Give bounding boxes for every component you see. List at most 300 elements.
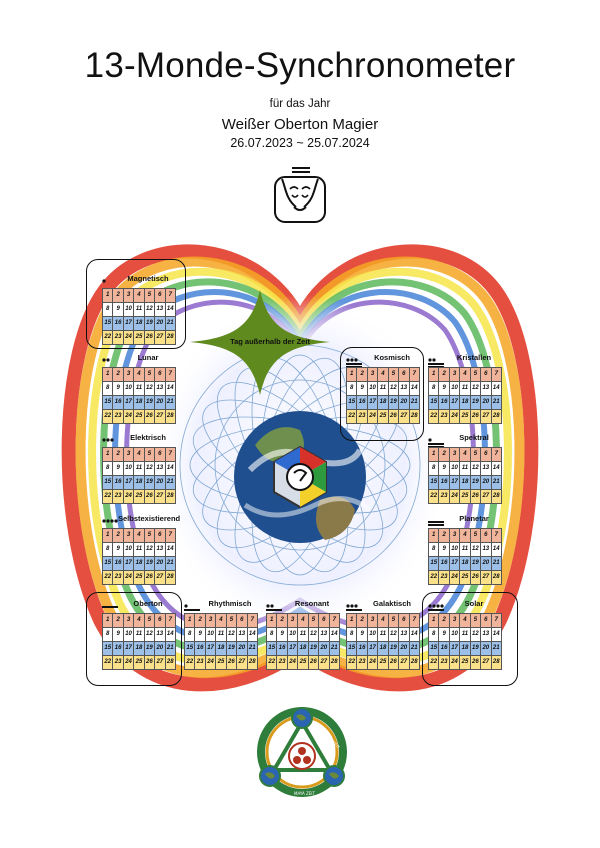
month-name: Elektrisch bbox=[130, 433, 166, 442]
week-row bbox=[103, 543, 176, 557]
day-cell: 10 bbox=[287, 628, 297, 642]
day-cell: 13 bbox=[237, 628, 247, 642]
day-cell: 2 bbox=[439, 368, 449, 382]
month-header bbox=[346, 352, 422, 366]
day-cell: 12 bbox=[144, 628, 154, 642]
day-cell: 21 bbox=[409, 396, 419, 410]
day-cell: 1 bbox=[103, 614, 113, 628]
day-cell: 11 bbox=[378, 628, 388, 642]
day-cell: 13 bbox=[481, 382, 491, 396]
day-cell: 23 bbox=[439, 490, 449, 504]
week-row bbox=[103, 289, 176, 303]
day-cell: 20 bbox=[155, 642, 165, 656]
day-cell: 18 bbox=[460, 557, 470, 571]
day-cell: 7 bbox=[165, 289, 175, 303]
day-cell: 16 bbox=[195, 642, 205, 656]
day-cell: 6 bbox=[155, 614, 165, 628]
month-day-grid bbox=[184, 613, 258, 670]
week-row bbox=[429, 628, 502, 642]
day-cell: 24 bbox=[449, 410, 459, 424]
day-cell: 6 bbox=[155, 529, 165, 543]
month-day-grid bbox=[266, 613, 340, 670]
day-cell: 24 bbox=[123, 490, 133, 504]
day-cell: 22 bbox=[429, 571, 439, 585]
day-cell: 14 bbox=[409, 382, 419, 396]
month-name: Resonant bbox=[294, 599, 330, 608]
day-cell: 12 bbox=[470, 462, 480, 476]
day-cell: 2 bbox=[439, 614, 449, 628]
day-cell: 4 bbox=[216, 614, 226, 628]
day-cell: 3 bbox=[123, 529, 133, 543]
day-cell: 4 bbox=[134, 448, 144, 462]
day-cell: 17 bbox=[449, 476, 459, 490]
day-cell: 19 bbox=[388, 642, 398, 656]
week-row bbox=[429, 396, 502, 410]
day-cell: 13 bbox=[155, 462, 165, 476]
day-cell: 14 bbox=[165, 628, 175, 642]
day-cell: 25 bbox=[134, 656, 144, 670]
month-name: Kosmisch bbox=[374, 353, 410, 362]
month-name: Kristallen bbox=[456, 353, 492, 362]
day-cell: 24 bbox=[287, 656, 297, 670]
day-cell: 17 bbox=[449, 396, 459, 410]
day-cell: 24 bbox=[449, 656, 459, 670]
day-cell: 11 bbox=[378, 382, 388, 396]
mayan-number-icon bbox=[266, 601, 282, 609]
month-calendar-planetar bbox=[426, 513, 504, 589]
day-cell: 19 bbox=[470, 642, 480, 656]
day-cell: 11 bbox=[460, 628, 470, 642]
month-day-grid bbox=[102, 447, 176, 504]
day-cell: 21 bbox=[247, 642, 257, 656]
day-cell: 25 bbox=[134, 410, 144, 424]
day-cell: 6 bbox=[399, 614, 409, 628]
logo-text-bottom: MAYA ZEIT bbox=[294, 791, 315, 796]
day-cell: 18 bbox=[460, 476, 470, 490]
day-cell: 18 bbox=[134, 642, 144, 656]
day-cell: 7 bbox=[165, 368, 175, 382]
day-cell: 13 bbox=[155, 303, 165, 317]
month-day-grid bbox=[102, 613, 176, 670]
month-day-grid bbox=[102, 528, 176, 585]
day-cell: 20 bbox=[399, 642, 409, 656]
day-cell: 25 bbox=[460, 656, 470, 670]
day-cell: 10 bbox=[123, 303, 133, 317]
day-cell: 2 bbox=[113, 368, 123, 382]
week-row bbox=[103, 368, 176, 382]
day-cell: 20 bbox=[155, 557, 165, 571]
week-row bbox=[429, 642, 502, 656]
year-name: Weißer Oberton Magier bbox=[221, 116, 379, 133]
day-cell: 26 bbox=[226, 656, 236, 670]
day-cell: 12 bbox=[308, 628, 318, 642]
day-cell: 24 bbox=[123, 331, 133, 345]
day-cell: 22 bbox=[103, 410, 113, 424]
month-calendar-rhythmisch bbox=[182, 598, 260, 674]
day-cell: 14 bbox=[165, 303, 175, 317]
month-header bbox=[102, 598, 178, 612]
week-row bbox=[347, 396, 420, 410]
day-cell: 14 bbox=[165, 462, 175, 476]
day-cell: 13 bbox=[399, 628, 409, 642]
week-row bbox=[347, 628, 420, 642]
month-header bbox=[428, 598, 504, 612]
day-cell: 6 bbox=[481, 368, 491, 382]
day-cell: 16 bbox=[357, 642, 367, 656]
day-cell: 15 bbox=[103, 642, 113, 656]
day-cell: 1 bbox=[103, 448, 113, 462]
month-header bbox=[102, 432, 178, 446]
day-cell: 4 bbox=[134, 614, 144, 628]
day-cell: 2 bbox=[357, 614, 367, 628]
day-cell: 20 bbox=[481, 557, 491, 571]
day-cell: 18 bbox=[378, 396, 388, 410]
day-cell: 20 bbox=[155, 476, 165, 490]
day-cell: 18 bbox=[134, 557, 144, 571]
day-cell: 18 bbox=[134, 396, 144, 410]
day-cell: 13 bbox=[155, 628, 165, 642]
day-cell: 17 bbox=[367, 396, 377, 410]
day-cell: 25 bbox=[460, 571, 470, 585]
week-row bbox=[429, 571, 502, 585]
day-cell: 7 bbox=[409, 614, 419, 628]
day-cell: 23 bbox=[439, 571, 449, 585]
day-cell: 14 bbox=[491, 543, 501, 557]
day-cell: 28 bbox=[329, 656, 339, 670]
day-cell: 25 bbox=[134, 331, 144, 345]
day-cell: 8 bbox=[103, 543, 113, 557]
day-cell: 19 bbox=[226, 642, 236, 656]
day-cell: 17 bbox=[449, 557, 459, 571]
day-cell: 5 bbox=[144, 529, 154, 543]
day-cell: 21 bbox=[165, 642, 175, 656]
day-cell: 16 bbox=[113, 396, 123, 410]
day-cell: 12 bbox=[144, 462, 154, 476]
month-day-grid bbox=[102, 367, 176, 424]
day-cell: 27 bbox=[399, 656, 409, 670]
day-cell: 26 bbox=[470, 656, 480, 670]
day-cell: 14 bbox=[491, 462, 501, 476]
day-cell: 5 bbox=[470, 368, 480, 382]
day-cell: 9 bbox=[439, 543, 449, 557]
week-row bbox=[185, 656, 258, 670]
day-cell: 27 bbox=[319, 656, 329, 670]
day-cell: 5 bbox=[144, 448, 154, 462]
day-cell: 9 bbox=[113, 303, 123, 317]
day-cell: 16 bbox=[439, 476, 449, 490]
day-cell: 7 bbox=[491, 368, 501, 382]
week-row bbox=[103, 656, 176, 670]
day-cell: 1 bbox=[103, 289, 113, 303]
day-cell: 17 bbox=[123, 557, 133, 571]
day-cell: 9 bbox=[439, 628, 449, 642]
day-cell: 9 bbox=[439, 462, 449, 476]
day-cell: 7 bbox=[409, 368, 419, 382]
mayan-number-icon bbox=[102, 516, 118, 524]
day-cell: 4 bbox=[460, 368, 470, 382]
logo-text-top-right: MAYA ZEIT bbox=[322, 731, 341, 750]
mayan-number-icon bbox=[346, 355, 362, 363]
month-calendar-galaktisch bbox=[344, 598, 422, 674]
day-cell: 9 bbox=[113, 462, 123, 476]
week-row bbox=[185, 628, 258, 642]
week-row bbox=[103, 396, 176, 410]
day-cell: 18 bbox=[298, 642, 308, 656]
day-cell: 19 bbox=[470, 396, 480, 410]
day-cell: 4 bbox=[298, 614, 308, 628]
day-cell: 8 bbox=[429, 462, 439, 476]
day-cell: 1 bbox=[429, 368, 439, 382]
day-cell: 27 bbox=[399, 410, 409, 424]
day-cell: 9 bbox=[113, 382, 123, 396]
month-calendar-oberton bbox=[100, 598, 178, 674]
day-cell: 5 bbox=[388, 368, 398, 382]
day-cell: 3 bbox=[449, 448, 459, 462]
day-cell: 9 bbox=[357, 382, 367, 396]
week-row bbox=[429, 476, 502, 490]
mayan-number-icon bbox=[428, 435, 444, 443]
day-cell: 17 bbox=[449, 642, 459, 656]
week-row bbox=[347, 614, 420, 628]
day-cell: 19 bbox=[144, 396, 154, 410]
day-cell: 28 bbox=[247, 656, 257, 670]
day-cell: 8 bbox=[347, 382, 357, 396]
month-day-grid bbox=[102, 288, 176, 345]
day-cell: 10 bbox=[123, 382, 133, 396]
week-row bbox=[103, 557, 176, 571]
day-cell: 22 bbox=[429, 490, 439, 504]
mayan-number-icon bbox=[102, 435, 118, 443]
day-cell: 27 bbox=[481, 490, 491, 504]
year-caption: für das Jahr bbox=[269, 98, 331, 110]
day-cell: 15 bbox=[429, 642, 439, 656]
week-row bbox=[429, 543, 502, 557]
day-cell: 3 bbox=[123, 448, 133, 462]
day-cell: 28 bbox=[165, 656, 175, 670]
day-cell: 6 bbox=[481, 448, 491, 462]
day-cell: 14 bbox=[165, 382, 175, 396]
day-cell: 1 bbox=[429, 448, 439, 462]
week-row bbox=[103, 490, 176, 504]
day-cell: 1 bbox=[267, 614, 277, 628]
day-out-of-time-label: Tag außerhalb der Zeit bbox=[230, 337, 310, 346]
month-header bbox=[102, 352, 178, 366]
day-cell: 28 bbox=[165, 331, 175, 345]
day-cell: 21 bbox=[165, 557, 175, 571]
day-cell: 17 bbox=[123, 317, 133, 331]
week-row bbox=[103, 642, 176, 656]
day-cell: 1 bbox=[103, 529, 113, 543]
day-cell: 6 bbox=[155, 368, 165, 382]
day-cell: 5 bbox=[388, 614, 398, 628]
day-cell: 11 bbox=[460, 543, 470, 557]
day-cell: 18 bbox=[460, 642, 470, 656]
month-name: Planetar bbox=[459, 514, 489, 523]
day-cell: 27 bbox=[155, 571, 165, 585]
day-cell: 4 bbox=[378, 368, 388, 382]
day-cell: 26 bbox=[144, 331, 154, 345]
day-cell: 11 bbox=[134, 628, 144, 642]
day-cell: 7 bbox=[491, 448, 501, 462]
month-day-grid bbox=[428, 447, 502, 504]
month-header bbox=[346, 598, 422, 612]
day-cell: 26 bbox=[470, 490, 480, 504]
day-cell: 15 bbox=[347, 396, 357, 410]
day-cell: 28 bbox=[491, 656, 501, 670]
month-day-grid bbox=[428, 367, 502, 424]
day-cell: 10 bbox=[205, 628, 215, 642]
day-cell: 16 bbox=[439, 557, 449, 571]
day-cell: 22 bbox=[429, 410, 439, 424]
day-cell: 12 bbox=[144, 382, 154, 396]
day-cell: 25 bbox=[378, 410, 388, 424]
month-header bbox=[102, 513, 181, 527]
day-cell: 12 bbox=[470, 382, 480, 396]
day-cell: 4 bbox=[460, 529, 470, 543]
month-calendar-kristallen bbox=[426, 352, 504, 428]
day-cell: 4 bbox=[134, 529, 144, 543]
day-cell: 14 bbox=[491, 628, 501, 642]
day-cell: 2 bbox=[357, 368, 367, 382]
day-cell: 10 bbox=[449, 382, 459, 396]
month-name: Galaktisch bbox=[373, 599, 411, 608]
day-cell: 26 bbox=[388, 410, 398, 424]
day-cell: 21 bbox=[165, 396, 175, 410]
day-cell: 23 bbox=[357, 410, 367, 424]
day-cell: 27 bbox=[155, 656, 165, 670]
week-row bbox=[185, 642, 258, 656]
day-cell: 20 bbox=[155, 396, 165, 410]
day-cell: 16 bbox=[113, 476, 123, 490]
day-cell: 9 bbox=[113, 628, 123, 642]
day-cell: 20 bbox=[481, 642, 491, 656]
month-name: Spektral bbox=[459, 433, 489, 442]
day-cell: 23 bbox=[439, 656, 449, 670]
week-row bbox=[267, 628, 340, 642]
day-cell: 5 bbox=[144, 368, 154, 382]
day-cell: 24 bbox=[449, 571, 459, 585]
day-cell: 26 bbox=[388, 656, 398, 670]
day-cell: 13 bbox=[481, 628, 491, 642]
month-header bbox=[184, 598, 260, 612]
day-cell: 28 bbox=[491, 571, 501, 585]
week-row bbox=[103, 614, 176, 628]
day-cell: 6 bbox=[399, 368, 409, 382]
day-cell: 1 bbox=[429, 614, 439, 628]
day-cell: 8 bbox=[429, 628, 439, 642]
day-cell: 12 bbox=[470, 543, 480, 557]
day-cell: 24 bbox=[123, 410, 133, 424]
month-calendar-magnetisch bbox=[100, 273, 178, 349]
day-cell: 26 bbox=[470, 410, 480, 424]
week-row bbox=[267, 642, 340, 656]
day-cell: 9 bbox=[195, 628, 205, 642]
day-cell: 7 bbox=[329, 614, 339, 628]
day-cell: 1 bbox=[347, 614, 357, 628]
day-cell: 11 bbox=[134, 382, 144, 396]
day-cell: 7 bbox=[247, 614, 257, 628]
day-cell: 8 bbox=[185, 628, 195, 642]
day-cell: 3 bbox=[367, 614, 377, 628]
mayan-number-icon bbox=[102, 601, 118, 609]
day-cell: 11 bbox=[298, 628, 308, 642]
week-row bbox=[429, 462, 502, 476]
day-cell: 15 bbox=[429, 476, 439, 490]
day-cell: 4 bbox=[460, 614, 470, 628]
day-cell: 21 bbox=[409, 642, 419, 656]
day-cell: 5 bbox=[470, 614, 480, 628]
day-cell: 11 bbox=[134, 462, 144, 476]
week-row bbox=[429, 529, 502, 543]
day-cell: 19 bbox=[388, 396, 398, 410]
day-cell: 4 bbox=[378, 614, 388, 628]
day-cell: 22 bbox=[103, 571, 113, 585]
day-cell: 18 bbox=[460, 396, 470, 410]
day-cell: 1 bbox=[103, 368, 113, 382]
day-cell: 25 bbox=[298, 656, 308, 670]
day-cell: 15 bbox=[185, 642, 195, 656]
day-cell: 18 bbox=[216, 642, 226, 656]
day-cell: 26 bbox=[308, 656, 318, 670]
day-cell: 12 bbox=[226, 628, 236, 642]
day-cell: 26 bbox=[144, 656, 154, 670]
day-cell: 10 bbox=[123, 628, 133, 642]
day-cell: 16 bbox=[113, 317, 123, 331]
day-cell: 27 bbox=[155, 331, 165, 345]
day-cell: 5 bbox=[308, 614, 318, 628]
day-cell: 15 bbox=[267, 642, 277, 656]
day-cell: 14 bbox=[409, 628, 419, 642]
day-cell: 23 bbox=[113, 571, 123, 585]
day-cell: 14 bbox=[329, 628, 339, 642]
day-cell: 17 bbox=[123, 476, 133, 490]
week-row bbox=[103, 571, 176, 585]
day-cell: 27 bbox=[481, 410, 491, 424]
day-cell: 16 bbox=[439, 642, 449, 656]
day-cell: 22 bbox=[267, 656, 277, 670]
day-cell: 23 bbox=[113, 656, 123, 670]
week-row bbox=[103, 476, 176, 490]
day-cell: 16 bbox=[357, 396, 367, 410]
day-cell: 13 bbox=[399, 382, 409, 396]
day-cell: 19 bbox=[308, 642, 318, 656]
day-cell: 23 bbox=[277, 656, 287, 670]
day-cell: 17 bbox=[123, 396, 133, 410]
day-cell: 23 bbox=[357, 656, 367, 670]
day-cell: 23 bbox=[113, 490, 123, 504]
day-cell: 17 bbox=[287, 642, 297, 656]
day-cell: 27 bbox=[155, 410, 165, 424]
day-cell: 5 bbox=[144, 614, 154, 628]
day-cell: 25 bbox=[460, 410, 470, 424]
week-row bbox=[103, 317, 176, 331]
day-cell: 5 bbox=[470, 529, 480, 543]
day-cell: 28 bbox=[165, 490, 175, 504]
mayan-number-icon bbox=[428, 601, 444, 609]
month-name: Lunar bbox=[137, 353, 159, 362]
month-header bbox=[428, 432, 504, 446]
day-cell: 11 bbox=[134, 303, 144, 317]
day-cell: 11 bbox=[216, 628, 226, 642]
day-cell: 6 bbox=[155, 448, 165, 462]
day-cell: 16 bbox=[113, 642, 123, 656]
day-cell: 12 bbox=[144, 543, 154, 557]
day-cell: 28 bbox=[409, 656, 419, 670]
day-cell: 21 bbox=[491, 557, 501, 571]
day-cell: 22 bbox=[103, 490, 113, 504]
month-header bbox=[102, 273, 178, 287]
day-cell: 3 bbox=[367, 368, 377, 382]
